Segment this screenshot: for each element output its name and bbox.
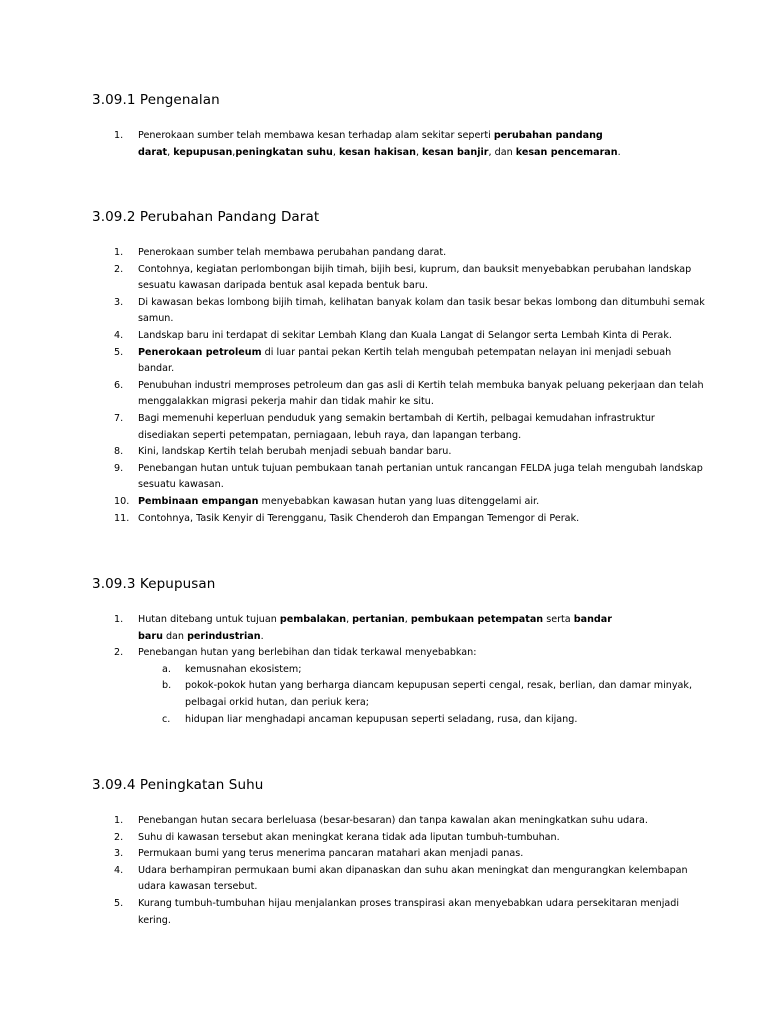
text-run: . (617, 146, 621, 158)
text-line (138, 612, 683, 629)
list-item-text (138, 345, 683, 378)
text-run: Penubuhan industri memproses petroleum dan gas asli di Kertih telah membuka banyak peluang pekerjaan dan telah (138, 379, 704, 391)
list-item-number: 5. (114, 346, 124, 358)
bold-text: kesan pencemaran (515, 146, 618, 158)
bold-text: Penerokaan petroleum (138, 346, 262, 358)
text-line (138, 444, 683, 461)
text-run: menyebabkan kawasan hutan yang luas ditenggelami air. (258, 496, 540, 507)
text-run: pelbagai orkid hutan, dan periuk kera; (185, 696, 370, 708)
list-item-text (138, 328, 683, 345)
list-item-text (138, 846, 683, 863)
text-run: Landskap baru ini terdapat di sekitar Lembah Klang dan Kuala Langat di Selangor serta Lembah Kinta di Perak. (138, 330, 672, 341)
text-run: sesuatu kawasan daripada bentuk asal kepada bentuk baru. (138, 280, 428, 292)
text-run: kering. (138, 914, 171, 926)
text-run: Contohnya, Tasik Kenyir di Terengganu, Tasik Chenderoh dan Empangan Temengor di Perak. (138, 512, 580, 524)
text-run: dan (162, 630, 188, 642)
text-run: Kurang tumbuh-tumbuhan hijau menjalankan proses transpirasi akan menyebabkan udara persekitaran menjadi (138, 898, 680, 909)
text-run: di luar pantai pekan Kertih telah mengubah petempatan nelayan ini menjadi sebuah (261, 346, 672, 358)
list-item-number: 4. (114, 330, 124, 341)
text-run: Contohnya, kegiatan perlombongan bijih timah, bijih besi, kuprum, dan bauksit menyebabkan perubahan landskap (138, 263, 692, 275)
text-run: Penebangan hutan untuk tujuan pembukaan tanah pertanian untuk rancangan FELDA juga telah mengubah landskap (138, 462, 703, 474)
text-line (138, 461, 703, 478)
text-run: kemusnahan ekosistem; (185, 663, 302, 675)
text-run: , dan (488, 146, 516, 158)
bold-text: peningkatan suhu (235, 146, 333, 158)
bold-text: baru (138, 630, 163, 642)
text-line (185, 695, 685, 712)
text-line (138, 128, 683, 145)
text-line (138, 511, 683, 528)
list-item-number: 1. (114, 614, 124, 625)
list-item-text (138, 411, 683, 444)
bold-text: perindustrian (187, 630, 261, 642)
text-run: , (167, 146, 174, 158)
text-run: , (404, 614, 411, 625)
list-item-text (138, 378, 704, 411)
list-item-text (138, 813, 683, 830)
text-run: sesuatu kawasan. (138, 479, 224, 491)
text-line (138, 846, 683, 863)
bold-text: Pembinaan empangan (138, 496, 259, 507)
text-run: hidupan liar menghadapi ancaman kepupusan seperti seladang, rusa, dan kijang. (185, 713, 578, 725)
text-line (138, 245, 683, 262)
text-run: pokok-pokok hutan yang berharga diancam kepupusan seperti cengal, resak, berlian, dan damar minyak, (185, 680, 693, 692)
text-run: Penebangan hutan yang berlebihan dan tidak terkawal menyebabkan: (138, 647, 477, 659)
list-item-text (185, 678, 693, 711)
list-item-number: 7. (114, 413, 124, 424)
list-item-text (138, 461, 703, 494)
text-line (185, 662, 685, 679)
bold-text: pertanian (352, 614, 405, 625)
list-item-number: 8. (114, 446, 124, 458)
list-item-number: 1. (114, 815, 124, 826)
text-run: bandar. (138, 363, 175, 375)
bold-text: kesan banjir (422, 146, 489, 158)
list-item-text (138, 612, 683, 645)
text-line (138, 863, 688, 880)
list-item-number: 2. (114, 263, 124, 275)
text-run: . (260, 630, 264, 642)
text-line (138, 145, 683, 162)
section-heading: 3.09.4 Peningkatan Suhu (92, 777, 264, 793)
text-run: menggalakkan migrasi pekerja mahir dan tidak mahir ke situ. (138, 396, 434, 408)
list-item-text (138, 511, 683, 528)
text-line (138, 394, 683, 411)
text-run: Hutan ditebang untuk tujuan (138, 614, 280, 625)
section-heading: 3.09.3 Kepupusan (92, 576, 216, 592)
list-item-number: 10. (114, 496, 130, 507)
list-item-text (138, 896, 683, 929)
text-run: , (346, 614, 353, 625)
bold-text: perubahan pandang (493, 130, 603, 141)
text-line (138, 311, 683, 328)
list-item-number: 1. (114, 130, 124, 141)
text-line (138, 345, 683, 362)
text-line (138, 896, 683, 913)
text-run: Permukaan bumi yang terus menerima pancaran matahari akan menjadi panas. (138, 848, 524, 860)
text-run: udara kawasan tersebut. (138, 881, 258, 893)
list-item-number: 5. (114, 898, 124, 909)
text-line (138, 629, 683, 646)
list-item-text (138, 444, 683, 461)
list-item-number: c. (162, 713, 171, 725)
text-run: Udara berhampiran permukaan bumi akan dipanaskan dan suhu akan meningkat dan mengurangkan kelembapan (138, 864, 688, 876)
text-run: Penerokaan sumber telah membawa kesan terhadap alam sekitar seperti (138, 130, 494, 141)
list-item-number: b. (162, 680, 172, 692)
text-run: serta (543, 614, 574, 625)
text-run: Suhu di kawasan tersebut akan meningkat kerana tidak ada liputan tumbuh-tumbuhan. (138, 831, 560, 843)
text-line (138, 328, 683, 345)
bold-text: kesan hakisan (338, 146, 416, 158)
list-item-number: 1. (114, 247, 124, 258)
text-run: Penebangan hutan secara berleluasa (besar-besaran) dan tanpa kawalan akan meningkatkan suhu udara. (138, 815, 648, 826)
text-line (138, 295, 705, 312)
list-item-number: 4. (114, 864, 124, 876)
list-item-number: 3. (114, 296, 124, 308)
text-line (138, 411, 683, 428)
text-line (185, 678, 693, 695)
text-run: , (232, 146, 236, 158)
bold-text: pembalakan (279, 614, 347, 625)
list-item-text (185, 662, 685, 679)
text-line (138, 361, 683, 378)
text-line (185, 712, 685, 729)
text-run: disediakan seperti petempatan, perniagaan, lebuh raya, dan lapangan terbang. (138, 429, 522, 441)
bold-text: pembukaan petempatan (410, 614, 544, 625)
list-item-text (138, 128, 683, 161)
list-item-number: 2. (114, 831, 124, 843)
section-heading: 3.09.2 Perubahan Pandang Darat (92, 209, 320, 225)
text-run: , (415, 146, 423, 158)
text-run: , (332, 146, 339, 158)
text-line (138, 494, 683, 511)
list-item-text (138, 295, 705, 328)
text-run: samun. (138, 313, 174, 325)
text-run: Bagi memenuhi keperluan penduduk yang semakin bertambah di Kertih, pelbagai kemudahan infrastruktur (138, 413, 655, 424)
list-item-text (138, 494, 683, 511)
list-item-text (185, 712, 685, 729)
text-run: Penerokaan sumber telah membawa perubahan pandang darat. (138, 247, 447, 258)
text-line (138, 645, 683, 662)
list-item-text (138, 245, 683, 262)
list-item-number: 6. (114, 379, 124, 391)
text-line (138, 879, 683, 896)
list-item-number: 3. (114, 848, 124, 860)
list-item-text (138, 645, 683, 662)
list-item-text (138, 863, 688, 896)
list-item-text (138, 830, 683, 847)
list-item-number: 9. (114, 462, 124, 474)
text-line (138, 378, 704, 395)
text-line (138, 428, 683, 445)
text-line (138, 913, 683, 930)
list-item-text (138, 262, 692, 295)
text-line (138, 262, 692, 279)
text-line (138, 813, 683, 830)
list-item-number: 2. (114, 647, 124, 659)
list-item-number: a. (162, 663, 171, 675)
section-heading: 3.09.1 Pengenalan (92, 92, 220, 108)
bold-text: kepupusan (173, 146, 233, 158)
text-run: Kini, landskap Kertih telah berubah menjadi sebuah bandar baru. (138, 446, 452, 458)
text-line (138, 830, 683, 847)
text-line (138, 278, 683, 295)
text-line (138, 477, 683, 494)
bold-text: bandar (573, 614, 612, 625)
list-item-number: 11. (114, 512, 130, 524)
text-run: Di kawasan bekas lombong bijih timah, kelihatan banyak kolam dan tasik besar bekas lombong dan ditumbuhi semak (138, 296, 705, 308)
bold-text: darat (138, 146, 168, 158)
